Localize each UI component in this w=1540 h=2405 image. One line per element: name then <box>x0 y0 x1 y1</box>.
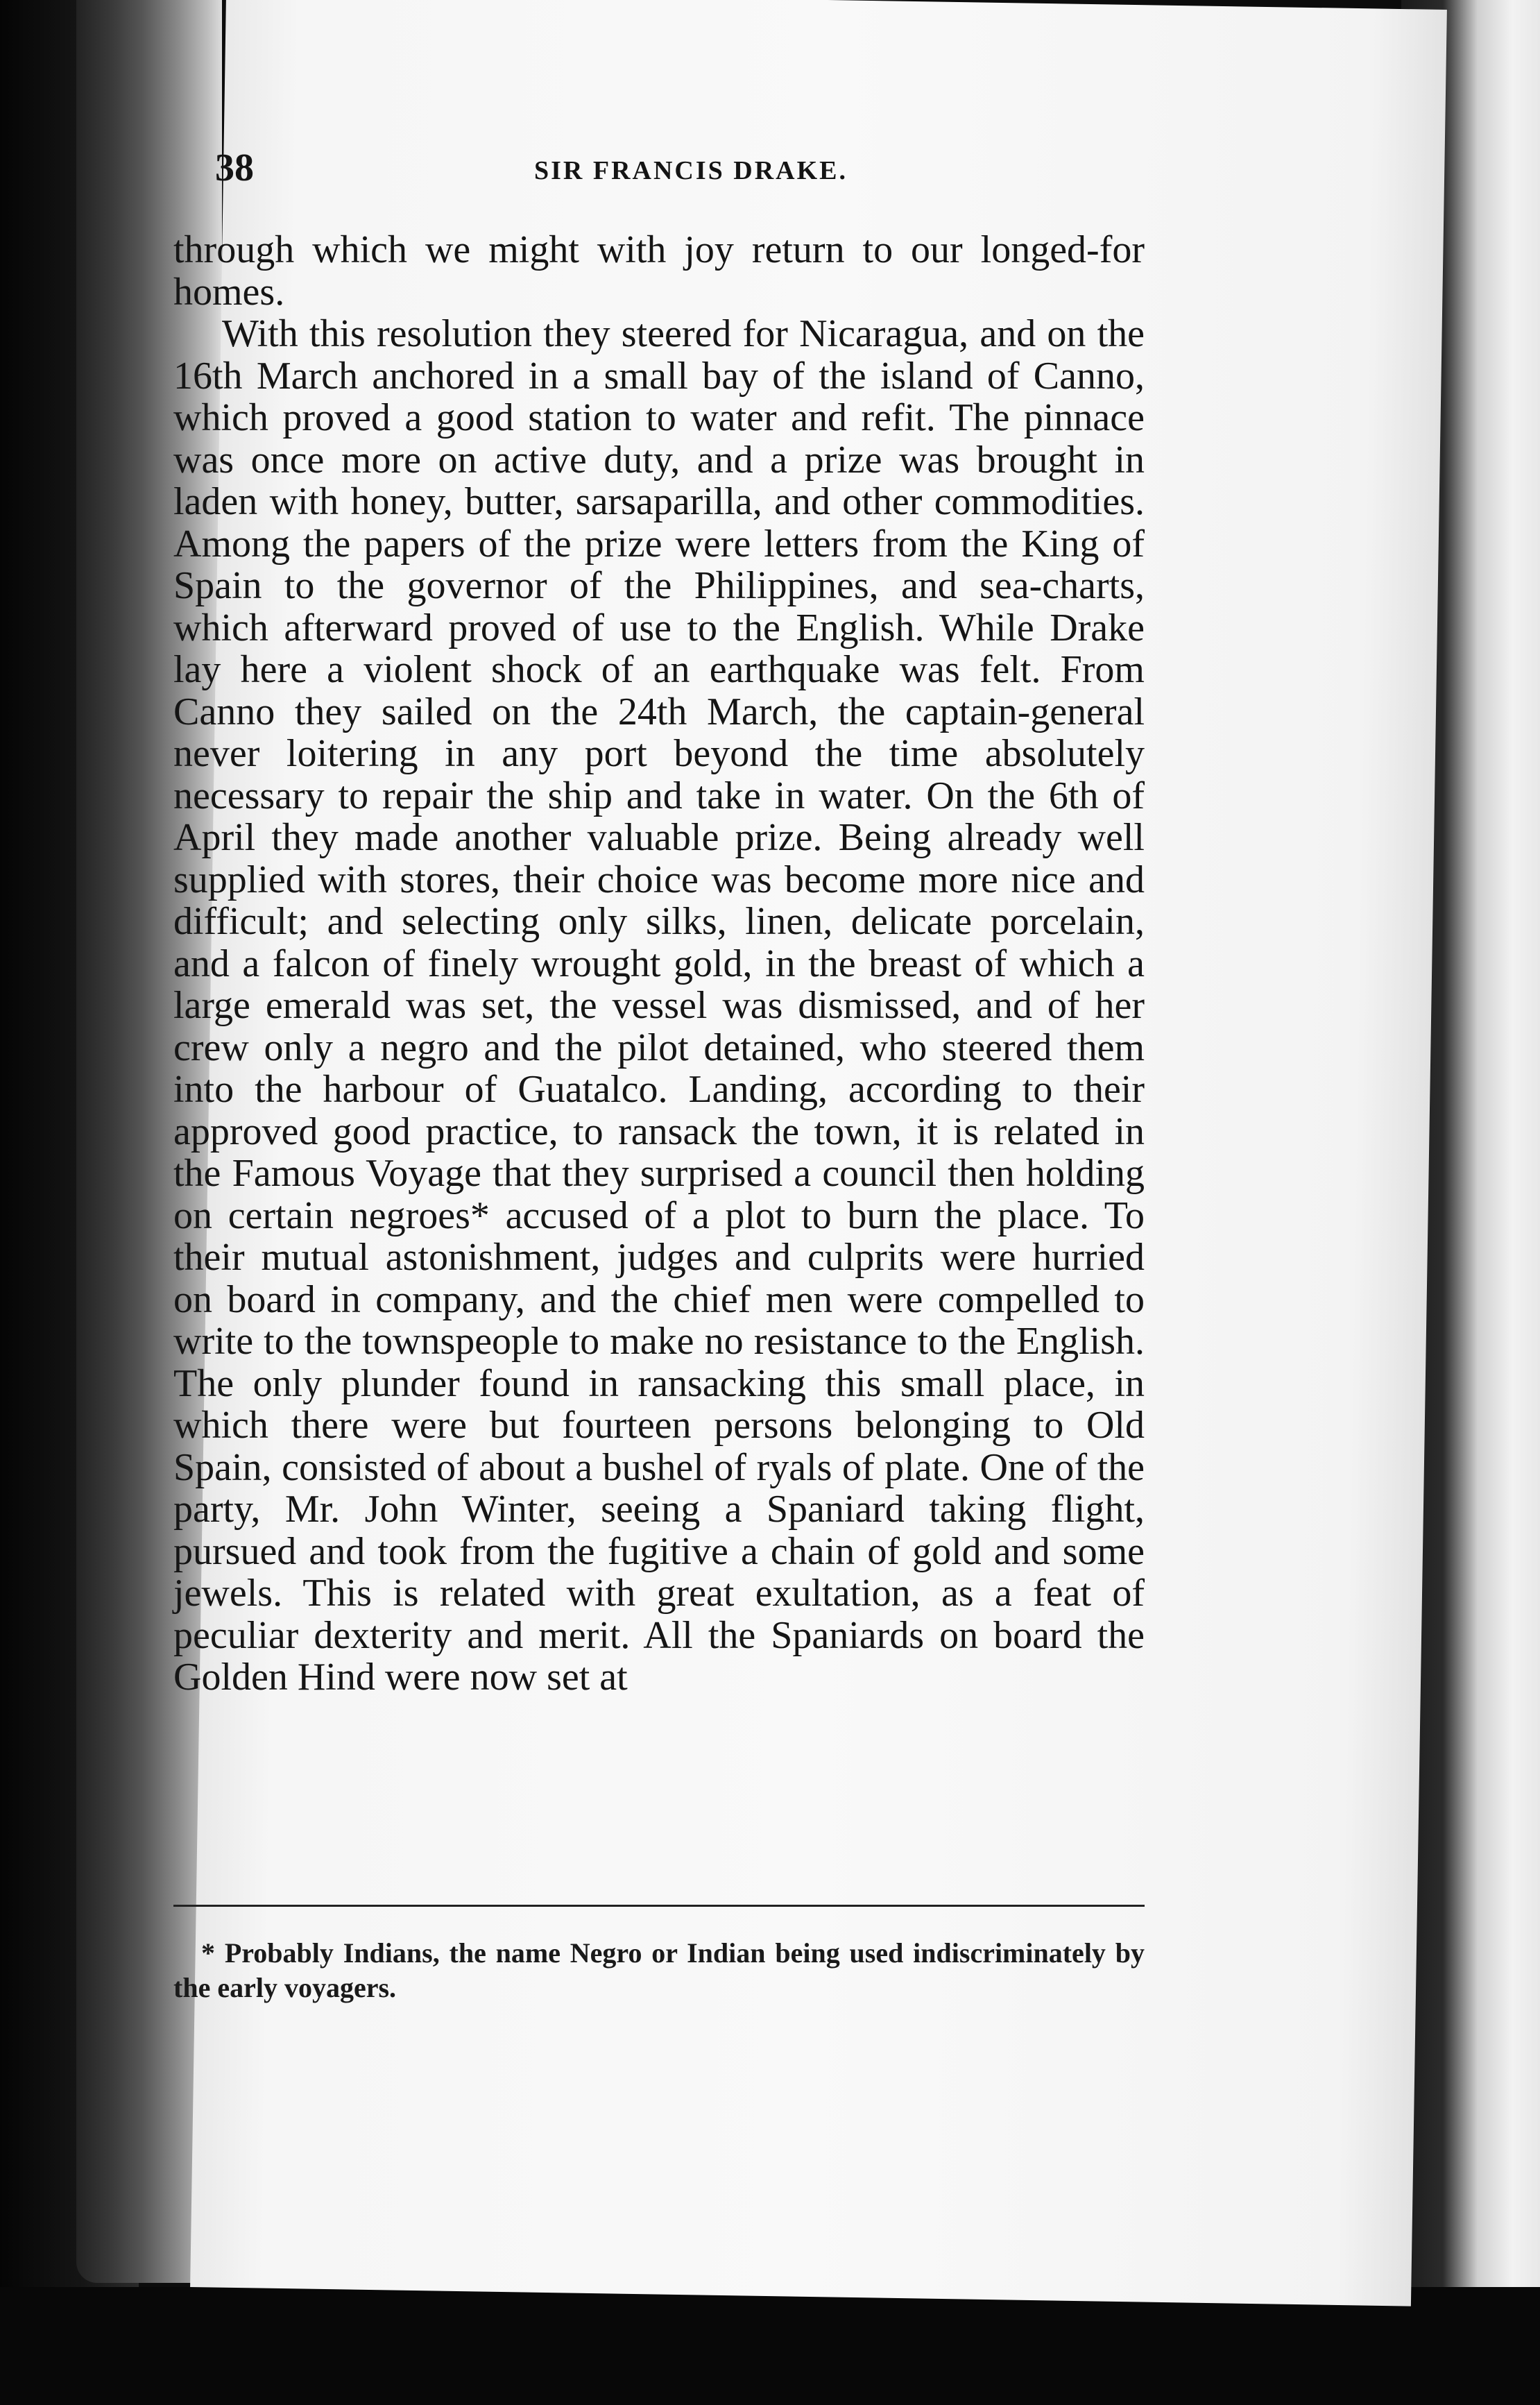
footnote <box>173 1936 1145 2005</box>
running-head: SIR FRANCIS DRAKE. <box>534 156 848 185</box>
paragraph-continued: through which we might with joy return to our longed-for homes. <box>173 228 1145 314</box>
scan-background-bottom <box>0 2287 1540 2405</box>
footnote-text: * Probably Indians, the name Negro or Indian being used indiscriminately by the early voyagers. <box>173 1937 1145 2003</box>
footnote-divider <box>173 1905 1145 1907</box>
page-header <box>215 146 1103 194</box>
paragraph: With this resolution they steered for Nicaragua, and on the 16th March anchored in a small bay of the island of Canno, which proved a good station to water and refit. The pinnace was once more on active duty, and a prize was brought in laden with honey, butter, sarsaparilla, and other commodities. Among the papers of the prize were letters from the King of Spain to the governor of the Philippines, and sea-charts, which afterward proved of use to the English. While Drake lay here a violent shock of an earthquake was felt. From Canno they sailed on the 24th March, the captain-general never loitering in any port beyond the time absolutely necessary to repair the ship and take in water. On the 6th of April they made another valuable prize. Being already well supplied with stores, their choice was become more nice and difficult; and selecting only silks, linen, delicate porcelain, and a falcon of finely wrought gold, in the breast of which a large emerald was set, the vessel was dismissed, and of her crew only a negro and the pilot detained, who steered them into the harbour of Guatalco. Landing, according to their approved good practice, to ransack the town, it is related in the Famous Voyage that they surprised a council then holding on certain negroes* accused of a plot to burn the place. To their mutual astonishment, judges and culprits were hurried on board in company, and the chief men were compelled to write to the townspeople to make no resistance to the English. The only plunder found in ransacking this small place, in which there were but fourteen persons belonging to Old Spain, consisted of about a bushel of ryals of plate. One of the party, Mr. John Winter, seeing a Spaniard taking flight, pursued and took from the fugitive a chain of gold and some jewels. This is related with great exultation, as a feat of peculiar dexterity and merit. All the Spaniards on board the Golden Hind were now set at <box>173 312 1145 1699</box>
body-text <box>173 229 1145 1699</box>
page-number: 38 <box>215 146 254 189</box>
